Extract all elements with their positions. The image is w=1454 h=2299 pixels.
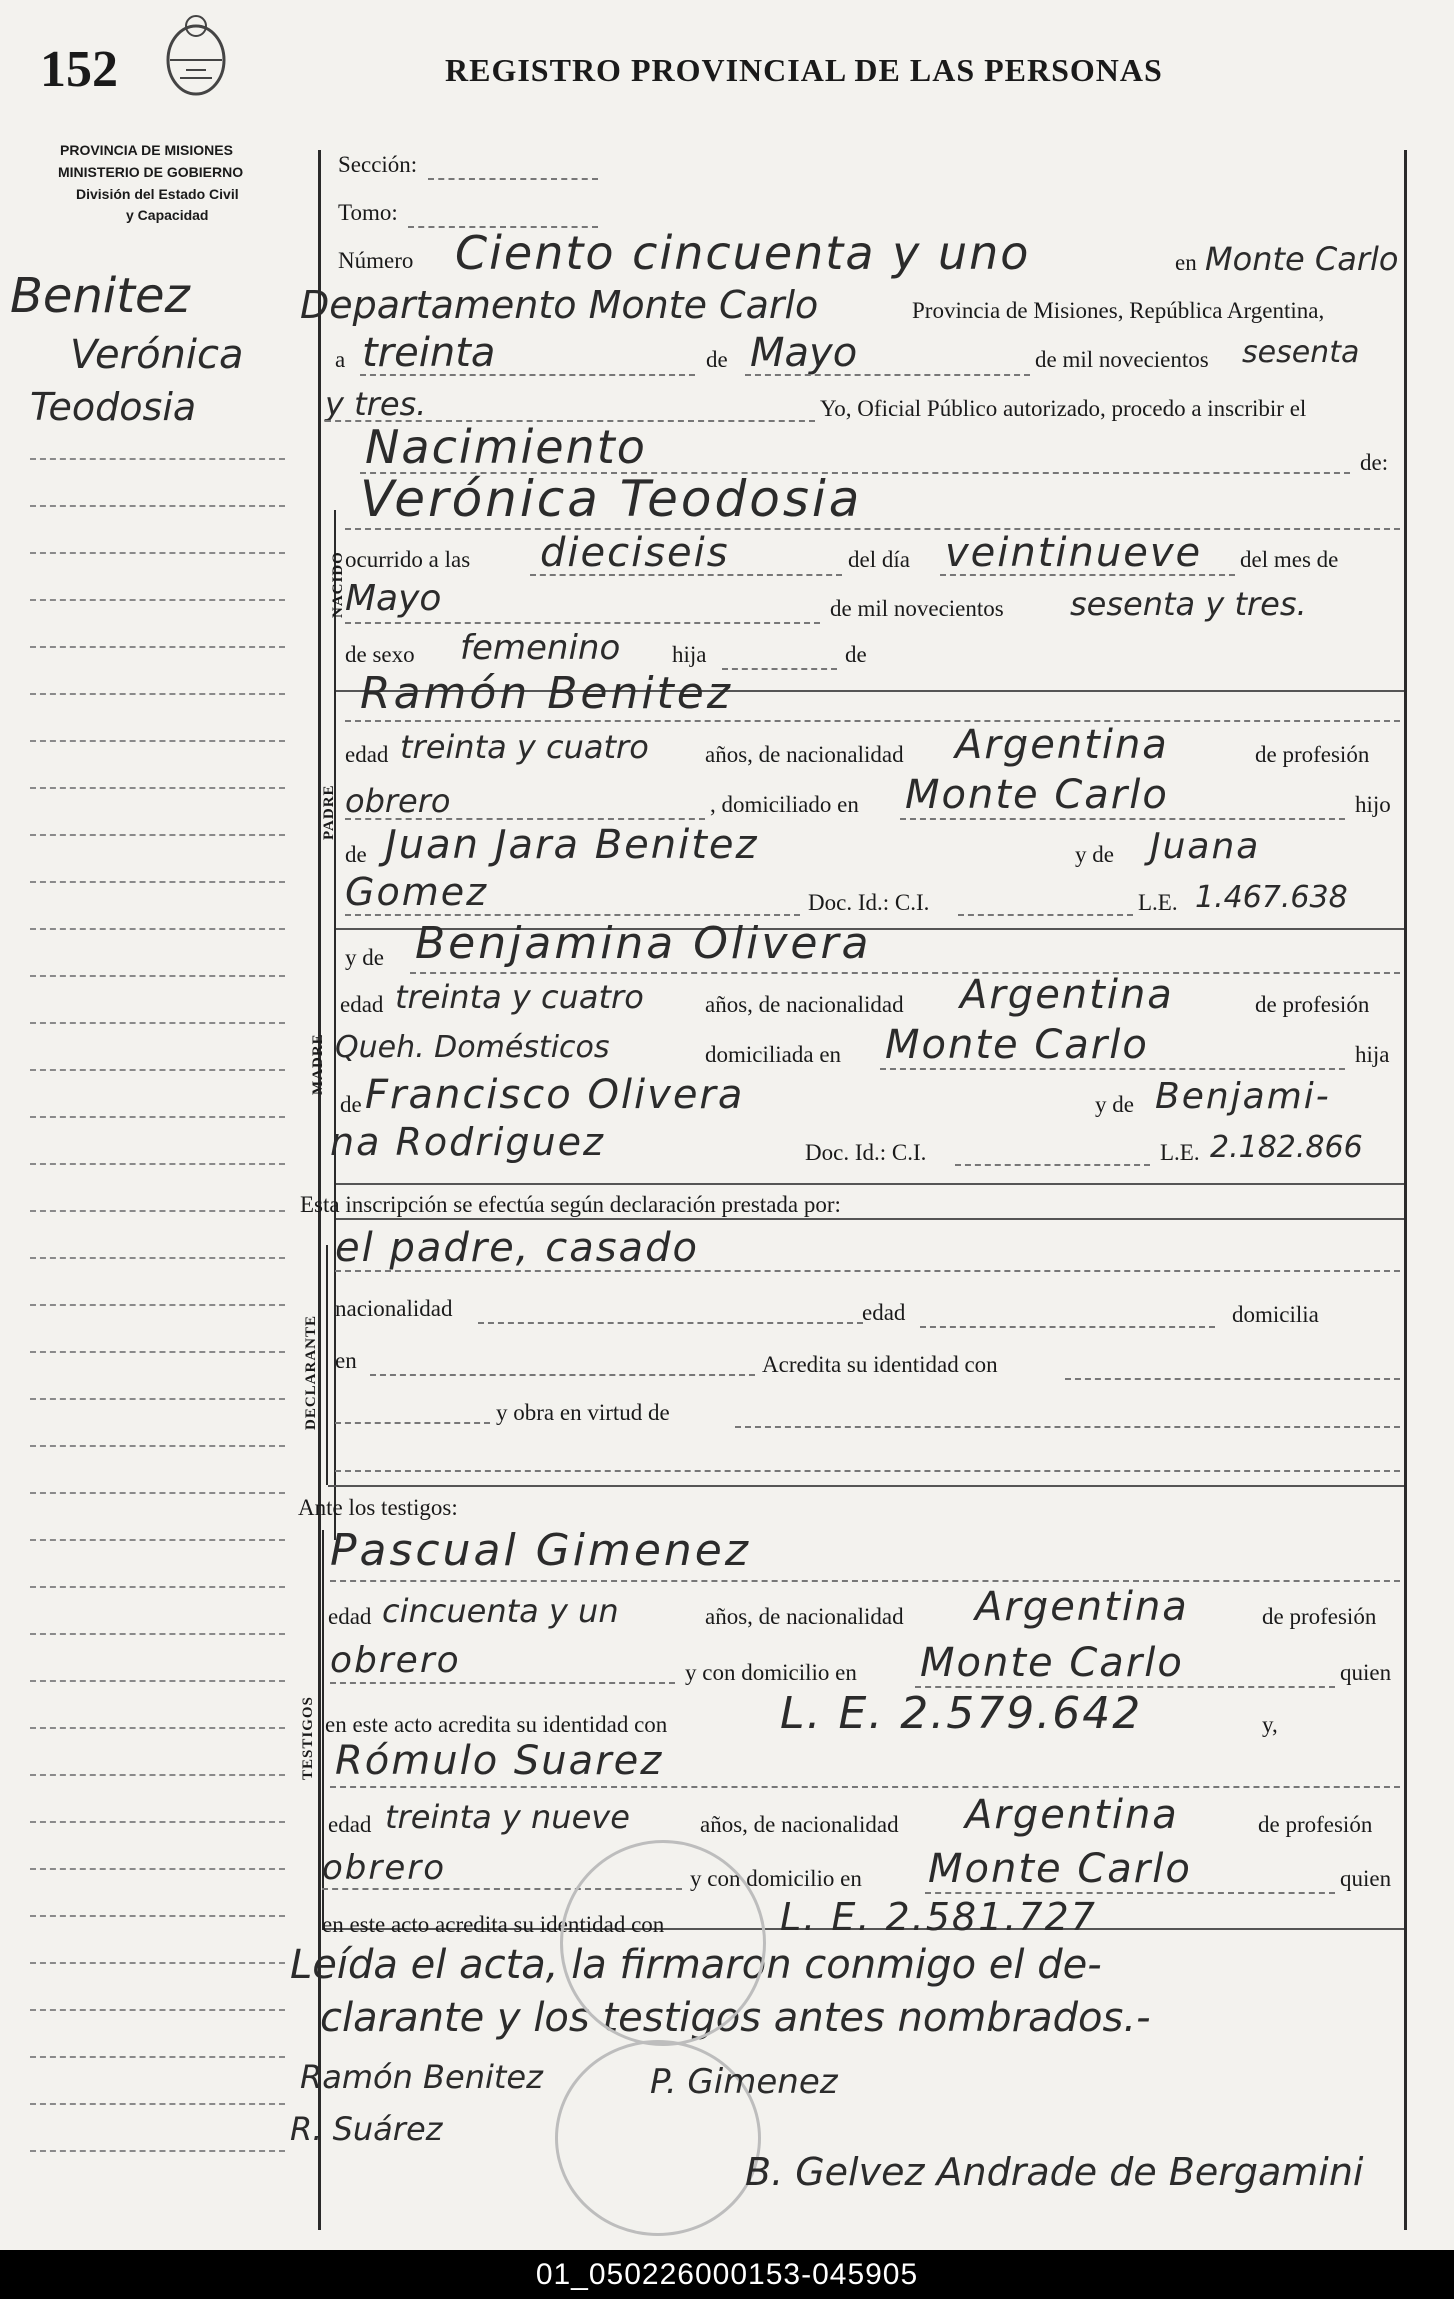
label-y-de-madre: y de	[345, 945, 384, 970]
field-line	[335, 1270, 1400, 1272]
label-mil-novecientos: de mil novecientos	[1035, 347, 1209, 372]
margin-line	[30, 1304, 285, 1306]
margin-line	[30, 1539, 285, 1541]
entry-madre-edad: treinta y cuatro	[395, 978, 644, 1016]
margin-line	[30, 505, 285, 507]
margin-line	[30, 881, 285, 883]
footer-bar	[0, 2250, 1454, 2299]
label-edad-madre: edad	[340, 992, 384, 1017]
label-y-de-p: y de	[1075, 842, 1114, 867]
entry-t1-edad: cincuenta y un	[382, 1592, 619, 1630]
province-name: PROVINCIA DE MISIONES	[60, 142, 233, 158]
margin-line	[30, 1069, 285, 1071]
label-anos-nac-t1: años, de nacionalidad	[705, 1604, 904, 1629]
margin-line	[30, 975, 285, 977]
entry-anio: sesenta	[1242, 335, 1360, 370]
label-quien-t2: quien	[1340, 1866, 1392, 1891]
entry-madre-prof: Queh. Domésticos	[335, 1030, 610, 1065]
field-line	[345, 622, 820, 624]
field-line	[1065, 1378, 1400, 1380]
label-seccion: Sección:	[338, 152, 418, 177]
entry-dia: treinta	[362, 330, 496, 376]
margin-line	[30, 2009, 285, 2011]
section-separator	[336, 1218, 1404, 1220]
section-border	[334, 510, 336, 1540]
document-title: REGISTRO PROVINCIAL DE LAS PERSONAS	[445, 52, 1163, 88]
label-anos-nac-padre: años, de nacionalidad	[705, 742, 904, 767]
section-border	[326, 1245, 328, 1485]
signature-r-suarez: R. Suárez	[290, 2110, 443, 2148]
margin-line	[30, 458, 285, 460]
page-number: 152	[40, 41, 118, 98]
field-line	[345, 528, 1400, 530]
field-line	[735, 1426, 1400, 1428]
field-line	[335, 1422, 490, 1424]
entry-t2-dom: Monte Carlo	[928, 1846, 1192, 1892]
margin-line	[30, 1586, 285, 1588]
label-inscripcion: Esta inscripción se efectúa según declaración prestada por:	[300, 1192, 841, 1217]
label-profesion-padre: de profesión	[1255, 742, 1370, 767]
margin-line	[30, 1680, 285, 1682]
ministry-name: MINISTERIO DE GOBIERNO	[58, 164, 244, 180]
label-ante-testigos: Ante los testigos:	[298, 1495, 458, 1520]
label-del-dia: del día	[848, 547, 910, 572]
label-del-mes: del mes de	[1240, 547, 1339, 572]
entry-dia-nac: veintinueve	[945, 530, 1203, 576]
entry-cierre-2: clarante y los testigos antes nombrados.-	[320, 1995, 1151, 2041]
field-line	[940, 574, 1235, 576]
entry-anio-nac: sesenta y tres.	[1070, 585, 1307, 623]
label-doc-madre: Doc. Id.: C.I.	[805, 1140, 927, 1165]
label-edad-t1: edad	[328, 1604, 372, 1629]
field-line	[955, 1164, 1150, 1166]
margin-line	[30, 1116, 285, 1118]
field-line	[880, 1068, 1345, 1070]
label-en: en	[1175, 250, 1197, 275]
label-y-t1: y,	[1262, 1712, 1278, 1737]
margin-line	[30, 1492, 285, 1494]
margin-line	[30, 599, 285, 601]
label-de-abuelo-p: de	[345, 842, 367, 867]
margin-line	[30, 1774, 285, 1776]
margin-line	[30, 787, 285, 789]
margin-line	[30, 2103, 285, 2105]
label-y-de-m: y de	[1095, 1092, 1134, 1117]
label-edad-padre: edad	[345, 742, 389, 767]
margin-line	[30, 1633, 285, 1635]
margin-line	[30, 2150, 285, 2152]
field-line	[360, 374, 695, 376]
label-le-padre: L.E.	[1138, 890, 1178, 915]
label-anos-nac-t2: años, de nacionalidad	[700, 1812, 899, 1837]
entry-t2-nac: Argentina	[965, 1792, 1179, 1838]
margin-surname: Benitez	[10, 268, 190, 324]
entry-t2-prof: obrero	[322, 1848, 447, 1888]
entry-hora: dieciseis	[540, 530, 730, 576]
entry-padre-nac: Argentina	[955, 722, 1169, 768]
section-separator	[328, 1485, 1404, 1487]
margin-line	[30, 1915, 285, 1917]
section-label-testigos: TESTIGOS	[300, 1696, 316, 1780]
entry-t1-doc: L. E. 2.579.642	[780, 1688, 1143, 1739]
entry-mes: Mayo	[750, 330, 858, 376]
label-obra: y obra en virtud de	[496, 1400, 670, 1425]
label-profesion-t2: de profesión	[1258, 1812, 1373, 1837]
field-line	[345, 720, 1400, 722]
signature-p-gimenez: P. Gimenez	[650, 2062, 838, 2102]
field-line	[478, 1322, 863, 1324]
margin-line	[30, 646, 285, 648]
entry-mes-nac: Mayo	[345, 578, 442, 619]
label-anos-nac-madre: años, de nacionalidad	[705, 992, 904, 1017]
label-dom-t2: y con domicilio en	[690, 1866, 862, 1891]
entry-declarante: el padre, casado	[335, 1225, 699, 1271]
entry-padre-prof: obrero	[345, 782, 451, 820]
margin-line	[30, 1727, 285, 1729]
margin-line	[30, 1868, 285, 1870]
label-de-colon: de:	[1360, 450, 1389, 475]
entry-anio-2: y tres.	[325, 385, 427, 423]
label-doc-padre: Doc. Id.: C.I.	[808, 890, 930, 915]
margin-line	[30, 552, 285, 554]
label-en-decl: en	[335, 1348, 357, 1373]
entry-madre-nac: Argentina	[960, 972, 1174, 1018]
label-hija: hija	[672, 642, 707, 667]
entry-testigo-2: Rómulo Suarez	[335, 1738, 664, 1784]
field-line	[745, 374, 1030, 376]
field-line	[345, 818, 705, 820]
field-line	[330, 1580, 1400, 1582]
entry-t1-nac: Argentina	[975, 1584, 1189, 1630]
margin-line	[30, 928, 285, 930]
field-line	[345, 914, 800, 916]
field-line	[925, 1892, 1335, 1894]
entry-sexo: femenino	[460, 628, 621, 668]
margin-name-2: Teodosia	[30, 385, 197, 429]
field-line	[958, 914, 1133, 916]
label-nacionalidad-decl: nacionalidad	[335, 1296, 453, 1321]
label-de-abuelo-m: de	[340, 1092, 362, 1117]
label-dom-t1: y con domicilio en	[685, 1660, 857, 1685]
label-de: de	[706, 347, 728, 372]
label-profesion-t1: de profesión	[1262, 1604, 1377, 1629]
label-domicilia-decl: domicilia	[1232, 1302, 1319, 1327]
field-line	[722, 668, 837, 670]
label-le-madre: L.E.	[1160, 1140, 1200, 1165]
field-line	[530, 574, 842, 576]
margin-line	[30, 1210, 285, 1212]
division-name-2: y Capacidad	[126, 207, 209, 223]
field-line	[428, 178, 598, 180]
signature-oficial: B. Gelvez Andrade de Bergamini	[745, 2150, 1364, 2194]
field-line	[920, 1326, 1215, 1328]
label-numero: Número	[338, 248, 414, 273]
entry-t2-edad: treinta y nueve	[385, 1798, 630, 1836]
section-label-padre: PADRE	[321, 784, 337, 840]
entry-padre-edad: treinta y cuatro	[400, 728, 649, 766]
entry-abuela-p-2: Gomez	[345, 870, 489, 914]
left-border	[318, 150, 321, 2230]
label-acredita-t2: en este acto acredita su identidad con	[322, 1912, 665, 1937]
label-ocurrido: ocurrido a las	[345, 547, 471, 572]
entry-numero: Ciento cincuenta y uno	[455, 226, 1031, 280]
margin-line	[30, 2056, 285, 2058]
entry-padre-nombre: Ramón Benitez	[360, 668, 733, 719]
label-tomo: Tomo:	[338, 200, 398, 225]
label-edad-t2: edad	[328, 1812, 372, 1837]
entry-madre-nombre: Benjamina Olivera	[415, 918, 872, 969]
section-label-madre: MADRE	[310, 1033, 326, 1095]
label-yo: Yo, Oficial Público autorizado, procedo a inscribir el	[820, 396, 1307, 421]
margin-line	[30, 1821, 285, 1823]
margin-line	[30, 1163, 285, 1165]
entry-abuelo-m: Francisco Olivera	[365, 1072, 745, 1118]
division-name: División del Estado Civil	[76, 186, 239, 202]
label-quien-t1: quien	[1340, 1660, 1392, 1685]
label-acredita-decl: Acredita su identidad con	[762, 1352, 998, 1377]
field-line	[370, 1374, 755, 1376]
label-hija-madre: hija	[1355, 1042, 1390, 1067]
entry-madre-dom: Monte Carlo	[885, 1022, 1149, 1068]
entry-t1-dom: Monte Carlo	[920, 1640, 1184, 1686]
entry-testigo-1: Pascual Gimenez	[330, 1525, 751, 1576]
section-separator	[336, 1183, 1404, 1185]
entry-departamento: Departamento Monte Carlo	[300, 283, 819, 327]
margin-line	[30, 1022, 285, 1024]
section-label-nacido: NACIDO	[330, 551, 346, 618]
entry-padre-le: 1.467.638	[1195, 880, 1348, 915]
entry-cierre-1: Leída el acta, la firmaron conmigo el de-	[290, 1942, 1102, 1988]
label-acredita-t1: en este acto acredita su identidad con	[325, 1712, 668, 1737]
label-de-mil-novecientos: de mil novecientos	[830, 596, 1004, 621]
margin-line	[30, 693, 285, 695]
field-line	[330, 1786, 1400, 1788]
margin-line	[30, 1351, 285, 1353]
field-line	[330, 1682, 675, 1684]
entry-nacido-nombre: Verónica Teodosia	[360, 470, 863, 528]
entry-abuela-m: Benjami-	[1155, 1076, 1331, 1117]
signature-ramon-benitez: Ramón Benitez	[300, 2058, 543, 2096]
entry-abuela-p: Juana	[1150, 826, 1261, 867]
label-a: a	[335, 347, 346, 372]
margin-line	[30, 740, 285, 742]
field-line	[335, 1470, 1400, 1472]
entry-lugar: Monte Carlo	[1205, 240, 1399, 278]
margin-line	[30, 1398, 285, 1400]
entry-t2-doc: L. E. 2.581.727	[780, 1895, 1097, 1939]
entry-t1-prof: obrero	[330, 1640, 461, 1681]
label-edad-decl: edad	[862, 1300, 906, 1325]
margin-line	[30, 1445, 285, 1447]
section-label-declarante: DECLARANTE	[303, 1314, 319, 1430]
margin-line	[30, 1962, 285, 1964]
field-line	[410, 972, 1400, 974]
label-provincia: Provincia de Misiones, República Argentina,	[912, 298, 1325, 323]
coat-of-arms-icon	[160, 8, 232, 98]
field-line	[900, 818, 1345, 820]
official-stamp	[560, 1840, 766, 2046]
margin-line	[30, 834, 285, 836]
entry-madre-le: 2.182.866	[1210, 1130, 1363, 1165]
right-border	[1404, 150, 1407, 2230]
entry-padre-dom: Monte Carlo	[905, 772, 1169, 818]
entry-acto: Nacimiento	[365, 420, 647, 474]
label-profesion-madre: de profesión	[1255, 992, 1370, 1017]
label-de-sexo: de sexo	[345, 642, 415, 667]
label-hijo: hijo	[1355, 792, 1391, 817]
label-domiciliado: , domiciliado en	[710, 792, 859, 817]
label-de-padre: de	[845, 642, 867, 667]
entry-abuela-m-2: na Rodriguez	[330, 1120, 605, 1164]
margin-line	[30, 1257, 285, 1259]
footer-code: 01_050226000153-045905	[535, 2258, 919, 2291]
entry-abuelo-p: Juan Jara Benitez	[385, 822, 759, 868]
label-domiciliada: domiciliada en	[705, 1042, 842, 1067]
margin-name-1: Verónica	[70, 332, 244, 378]
